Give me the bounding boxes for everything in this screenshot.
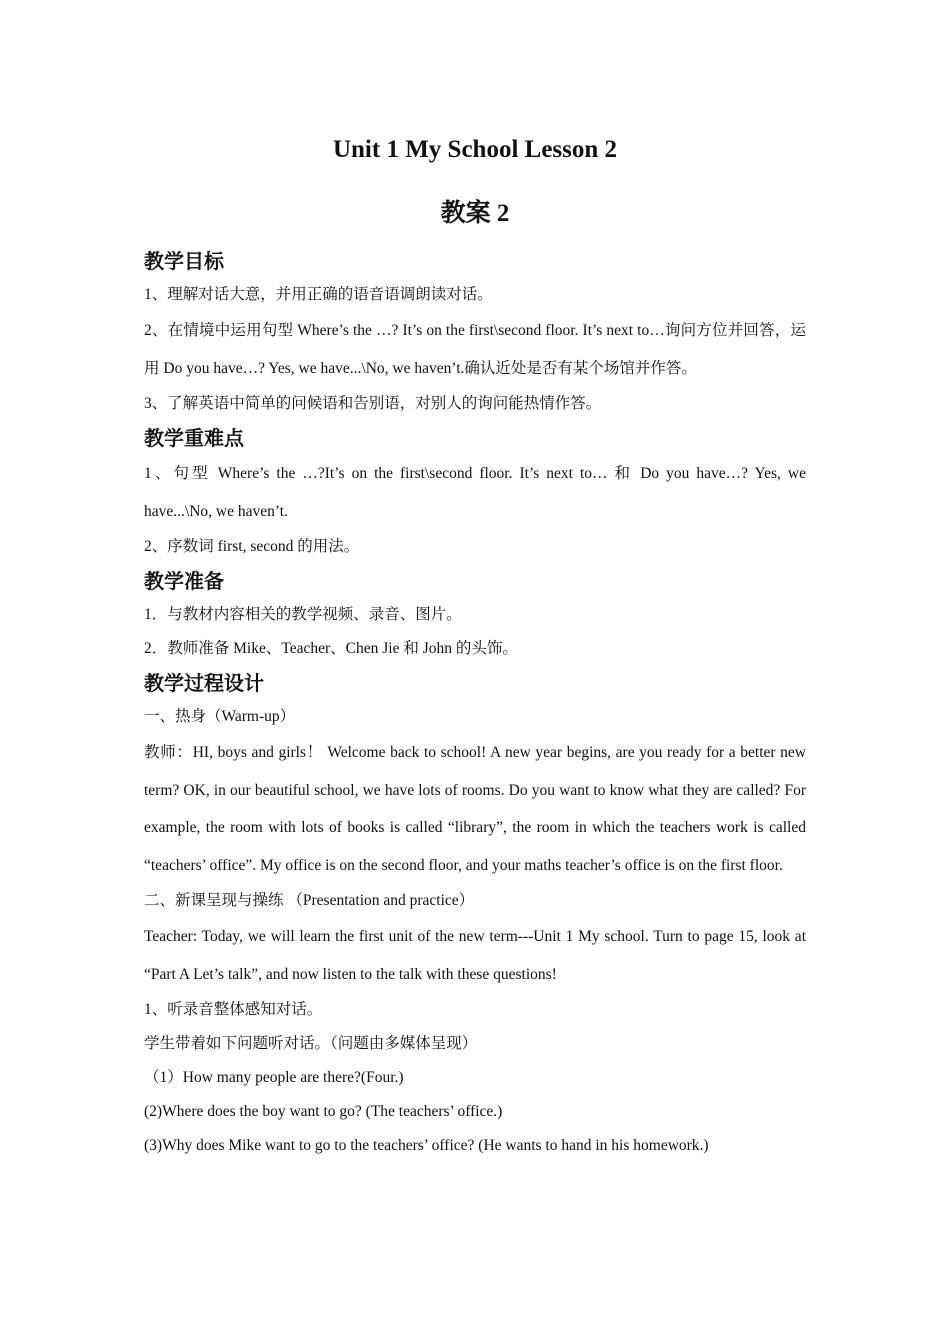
section-heading-process: 教学过程设计 [144,671,264,695]
question-item: (2)Where does the boy want to go? (The teachers’ office.) [144,1103,503,1120]
objective-item: 2、在情境中运用句型 Where’s the …? It’s on the first\second floor. It’s next to…询问方位并回答，运用 Do you have…? Yes, we have...\No, we haven’t.确认近处是否有某个场馆并作答。 [144,322,806,377]
document-subtitle: 教案 2 [440,200,510,227]
preparation-item: 2．教师准备 Mike、Teacher、Chen Jie 和 John 的头饰。 [144,640,518,657]
warmup-heading: 一、热身（Warm-up） [144,708,296,725]
objective-item: 3、了解英语中简单的问候语和告别语，对别人的询问能热情作答。 [144,395,602,412]
presentation-text: Teacher: Today, we will learn the first unit of the new term---Unit 1 My school. Turn to page 15, look at “Part A Let’s talk”, and now listen to the talk with these questions! [144,928,806,983]
section-heading-preparation: 教学准备 [144,569,224,593]
question-item: (3)Why does Mike want to go to the teachers’ office? (He wants to hand in his homework.) [144,1137,709,1154]
question-item: （1）How many people are there?(Four.) [144,1069,404,1086]
step-1-note: 学生带着如下问题听对话。（问题由多媒体呈现） [144,1035,478,1052]
document-page [144,128,806,1163]
key-point-item: 2、序数词 first, second 的用法。 [144,538,360,555]
warmup-text: 教师：HI, boys and girls！ Welcome back to school! A new year begins, are you ready for a better new term? OK, in our beautiful school, we have lots of rooms. Do you want to know what they are called? For example, the room with lots of books is called “library”, the room in which the teachers work is called “teachers’ office”. My office is on the second floor, and your maths teacher’s office is on the first floor. [144,744,806,874]
preparation-item: 1．与教材内容相关的教学视频、录音、图片。 [144,606,462,623]
document-title: Unit 1 My School Lesson 2 [332,136,618,163]
key-point-item: 1、句型 Where’s the …?It’s on the first\second floor. It’s next to… 和 Do you have…? Yes, we have...\No, we haven’t. [144,465,806,520]
section-heading-key-points: 教学重难点 [144,426,244,450]
presentation-heading: 二、新课呈现与操练 （Presentation and practice） [144,892,475,909]
objective-item: 1、理解对话大意，并用正确的语音语调朗读对话。 [144,286,493,303]
section-heading-objectives: 教学目标 [144,249,224,273]
step-1: 1、听录音整体感知对话。 [144,1001,323,1018]
